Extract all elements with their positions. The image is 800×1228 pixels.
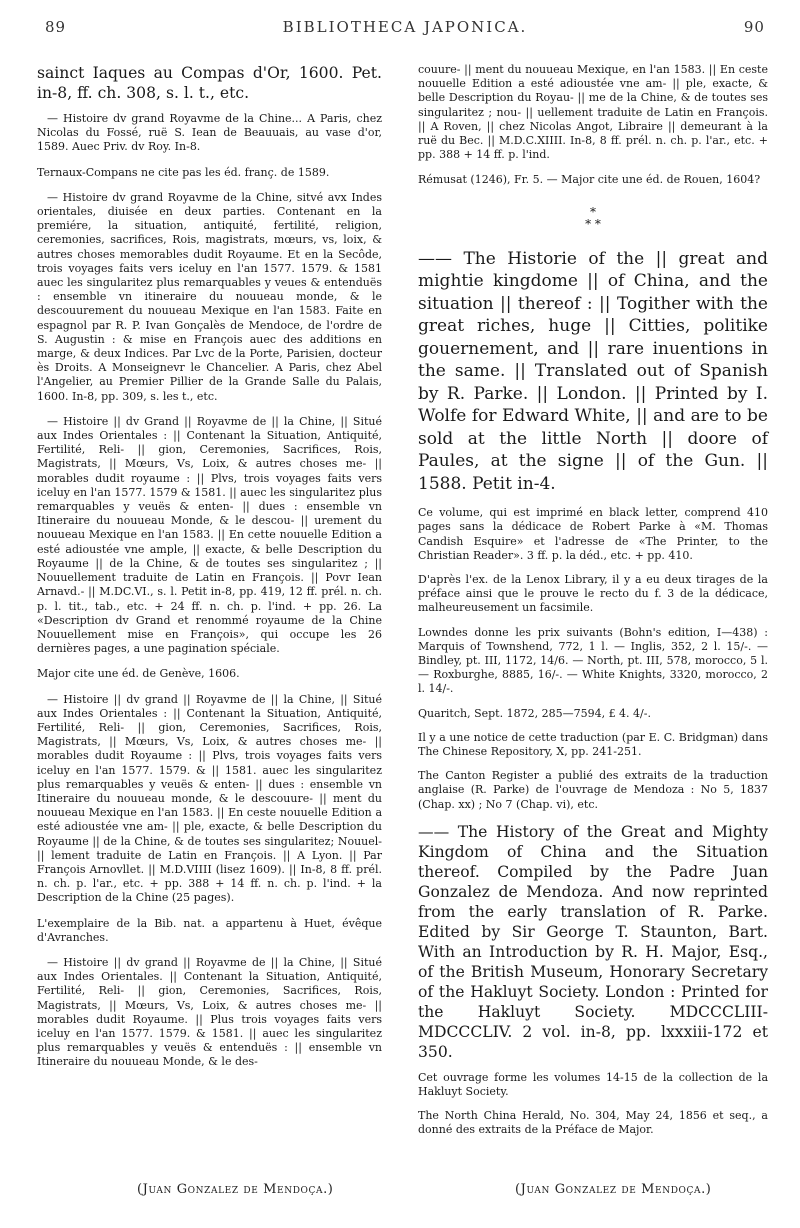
page-number-right: 90 [743,18,765,36]
note-lowndes-prices: Lowndes donne les prix suivants (Bohn's edition, I—438) : Marquis of Townshend, 772, 1 l. — Inglis, 352, 2 l. 15/-. — Bindley, pt. III, 1172, 14/6. — North, pt. III, 578, morocco, 5 l. — Roxburghe, 8885, 16/-. — White Knights, 3320, morocco, 2 l. 14/-. [418,625,768,696]
entry-hakluyt-1853: —— The History of the Great and Mighty Kingdom of China and the Situation thereof. Compiled by the Padre Juan Gonzalez de Mendoza. And now reprinted from the early translation of R. Parke. Edited by Sir George T. Staunton, Bart. With an Introduction by R. H. Major, Esq., of the British Museum, Honorary Secretary of the Hakluyt Society. London : Printed for the Hakluyt Society. MDCCCLIII-MDCCCLIV. 2 vol. in-8, pp. lxxxiii-172 et 350. [418,822,768,1061]
note-north-china-herald: The North China Herald, No. 304, May 24, 1856 et seq., a donné des extraits de la Préface de Major. [418,1109,768,1137]
entry-english-1588: —— The Historie of the || great and mightie kingdome || of China, and the situation || thereof : || Togither with the great riches, huge || Citties, politike gouernement, and || rare inuentions in the same. || Translated out of Spanish by R. Parke. || London. || Printed by I. Wolfe for Edward White, || and are to be sold at the little North || doore of Paules, at the signe || of the Gun. || 1588. Petit in-4. [418,248,768,494]
entry-paris-1589: — Histoire dv grand Royavme de la Chine... A Paris, chez Nicolas du Fossé, ruë S. Iean de Beauuais, au vase d'or, 1589. Auec Priv. dv Roy. In-8. [37,112,382,154]
entry-rouen-1614: — Histoire || dv grand || Royavme de || la Chine, || Situé aux Indes Orientales. || Contenant la Situation, Antiquité, Fertilité, Reli- || gion, Ceremonies, Sacrifices, Rois, Magistrats, || Mœurs, Vs, Loix, & autres choses me- || morables dudit Royaume. || Plus trois voyages faits vers iceluy en l'an 1577. 1579. & 1581. || auec les singularitez plus remarquables y veuës & entenduës : || ensemble vn Itineraire du nouueau Monde, & le des- [37,955,382,1069]
note-hakluyt-volumes: Cet ouvrage forme les volumes 14-15 de la collection de la Hakluyt Society. [418,1070,768,1098]
note-lenox: D'après l'ex. de la Lenox Library, il y a eu deux tirages de la préface ainsi que le prouve le recto du f. 3 de la dédicace, malheureusement un facsimile. [418,572,768,615]
right-column [418,63,768,1148]
entry-lyon-1609: — Histoire || dv grand || Royavme de || la Chine, || Situé aux Indes Orientales : || Contenant la Situation, Antiquité, Fertilité, Reli- || gion, Ceremonies, Sacrifices, Rois, Magistrats, || Mœurs, Vs, Loix, & autres choses me- || morables dudit Royaume : || Plvs, trois voyages faits vers iceluy en l'an 1577. 1579. & || 1581. auec les singularitez plus remarquables y veuës & enten- || dues : ensemble vn Itineraire du nouueau monde, & le descouure- || ment du nouueau Mexique en l'an 1583. || En ceste nouuelle Edition a esté adioustée vne am- || ple, exacte, & belle Description du Royaume || de la Chine, & de toutes ses singularitez; Nouuel- || lement traduite de Latin en François. || A Lyon. || Par François Arnovllet. || M.D.VIIII (lisez 1609). || In-8, 8 ff. prél. n. ch. p. l'ar., etc. + pp. 388 + 14 ff. n. ch. p. l'ind. + la Description de la Chine (25 pages). [37,692,382,905]
entry-paris-1600: — Histoire dv grand Royavme de la Chine, sitvé avx Indes orientales, diuisée en deux parties. Contenant en la premiére, la situation, antiquité, fertilité, religion, ceremonies, sacrifices, Rois, magistrats, mœurs, vs, loix, & autres choses memorables dudit Royaume. Et en la Secôde, trois voyages faits vers iceluy en l'an 1577. 1579. & 1581 auec les singularitez plus remarquables y veues & entenduës : ensemble vn itineraire du nouueau monde, & le descouurement du nouueau Mexique en l'an 1583. Faite en espagnol par R. P. Ivan Gonçalès de Mendoce, de l'ordre de S. Augustin : & mise en François auec des additions en marge, & deux Indices. Par Lvc de la Porte, Parisien, docteur ès Droits. A Monseignevr le Chancelier. A Paris, chez Abel l'Angelier, au Premier Pillier de la Grande Salle du Palais, 1600. In-8, pp. 309, s. les t., etc. [37,190,382,403]
separator-stars-bottom: * * [585,216,601,231]
running-title: BIBLIOTHECA JAPONICA. [282,18,528,36]
note-huet: L'exemplaire de la Bib. nat. a appartenu à Huet, évêque d'Avranches. [37,916,382,944]
footer-left: (Juan Gonzalez de Mendoça.) [137,1182,334,1197]
section-separator [418,206,768,230]
note-chinese-repository: Il y a une notice de cette traduction (par E. C. Bridgman) dans The Chinese Repository, X, pp. 241-251. [418,730,768,758]
left-column [37,63,382,1081]
note-black-letter: Ce volume, qui est imprimé en black letter, comprend 410 pages sans la dédicace de Robert Parke à «M. Thomas Candish Esquire» et l'adresse de «The Printer, to the Christian Reader». 3 ff. p. la déd., etc. + pp. 410. [418,506,768,562]
note-quaritch: Quaritch, Sept. 1872, 285—7594, £ 4. 4/-. [418,706,651,720]
note-major-geneve: Major cite une éd. de Genève, 1606. [37,667,240,681]
page-number-left: 89 [45,18,67,36]
note-remusat: Rémusat (1246), Fr. 5. — Major cite une éd. de Rouen, 1604? [418,173,761,187]
entry-continuation: sainct Iaques au Compas d'Or, 1600. Pet. in-8, ff. ch. 308, s. l. t., etc. [37,64,382,102]
entry-rouen-1614-continued: couure- || ment du nouueau Mexique, en l'an 1583. || En ceste nouuelle Edition a esté adioustée vne am- || ple, exacte, & belle Description du Royau- || me de la Chine, & de toutes ses singularitez ; nou- || uellement traduite de Latin en François. || A Roven, || chez Nicolas Angot, Libraire || demeurant à la ruë du Bec. || M.D.C.XIIII. In-8, 8 ff. prél. n. ch. p. l'ar., etc. + pp. 388 + 14 ff. p. l'ind. [418,63,768,162]
entry-1606: — Histoire || dv Grand || Royavme de || la Chine, || Situé aux Indes Orientales : || Contenant la Situation, Antiquité, Fertilité, Reli- || gion, Ceremonies, Sacrifices, Rois, Magistrats, || Mœurs, Vs, Loix, & autres choses me- || morables dudit royaume : || Plvs, trois voyages faits vers iceluy en l'an 1577. 1579 & 1581. || auec les singularitez plus remarquables y veuës & enten- || dues : ensemble vn Itineraire du nouueau Monde, & le descou- || urement du nouueau Mexique en l'an 1583. || En cette nouuelle Edition a esté adioustée vne ample, || exacte, & belle Description du Royaume || de la Chine, & de toutes ses singularitez ; || Nouuellement traduite de Latin en François. || Povr Iean Arnavd.- || M.DC.VI., s. l. Petit in-8, pp. 419, 12 ff. prél. n. ch. p. l. tit., tab., etc. + 24 ff. n. ch. p. l'ind. + pp. 26. La «Description dv Grand et renommé royaume de la Chine Nouuellement mise en François», qui occupe les 26 dernières pages, a une pagination spéciale. [37,414,382,656]
page-header [45,14,765,40]
note-ternaux: Ternaux-Compans ne cite pas les éd. franç. de 1589. [37,165,330,179]
footer-right: (Juan Gonzalez de Mendoça.) [515,1182,712,1197]
note-canton-register: The Canton Register a publié des extraits de la traduction anglaise (R. Parke) de l'ouvrage de Mendoza : No 5, 1837 (Chap. xx) ; No 7 (Chap. vi), etc. [418,769,768,811]
separator-star-top: * [590,204,596,219]
